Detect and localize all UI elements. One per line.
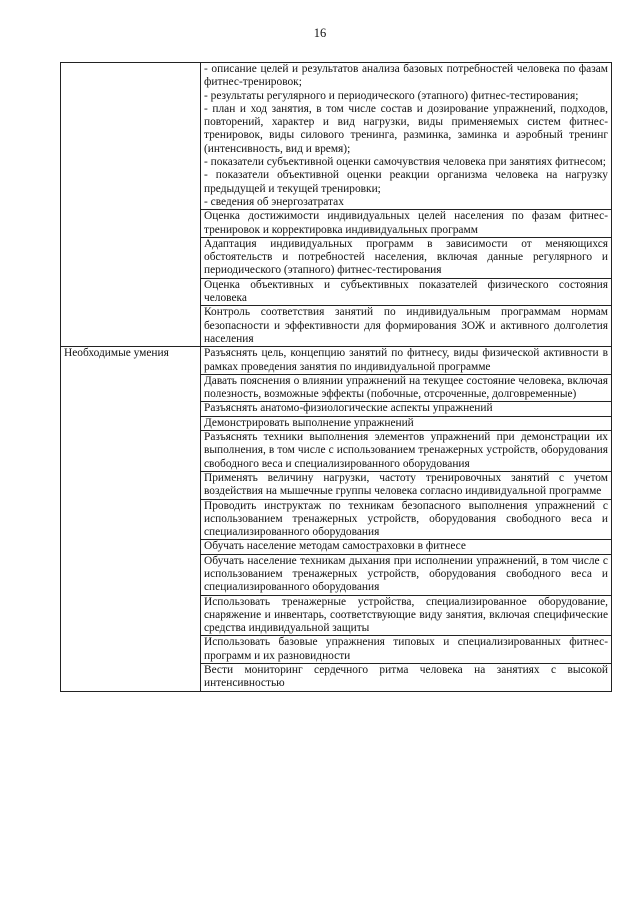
content-cell — [201, 554, 612, 595]
content-cell — [201, 278, 612, 306]
content-line: Разъяснять цель, концепцию занятий по фитнесу, виды физической активности в рамках проведения занятия по индивидуальной программе — [204, 347, 608, 373]
table-row — [61, 63, 612, 210]
content-line: - сведения об энергозатратах — [204, 195, 344, 208]
content-cell — [201, 306, 612, 347]
content-line: Разъяснять анатомо-физиологические аспекты упражнений — [204, 402, 493, 415]
content-line: - план и ход занятия, в том числе состав и дозирование упражнений, подходов, повторений, характер и вид нагрузки, виды применяемых систем фитнес-тренировок, виды силового тренинга, разминка, заминка и аэробный тренинг (интенсивность, вид и время); — [204, 102, 608, 155]
competency-table — [60, 62, 612, 692]
content-cell — [201, 347, 612, 375]
content-cell — [201, 664, 612, 692]
content-cell — [201, 431, 612, 472]
content-line: - описание целей и результатов анализа базовых потребностей человека по фазам фитнес-тренировок; — [204, 63, 608, 89]
content-cell — [201, 210, 612, 238]
content-line: Адаптация индивидуальных программ в зависимости от меняющихся обстоятельств и потребностей населения, включая данные регулярного и периодического (этапного) фитнес-тестирования — [204, 237, 608, 277]
content-line: Вести мониторинг сердечного ритма человека на занятиях с высокой интенсивностью — [204, 664, 608, 690]
page-number: 16 — [313, 26, 327, 40]
table-row — [61, 347, 612, 375]
content-line: Разъяснять техники выполнения элементов упражнений при демонстрации их выполнения, в том числе с использованием тренажерных устройств, оборудования свободного веса и специализированного оборудования — [204, 431, 608, 470]
content-cell — [201, 63, 612, 210]
content-line: Обучать население техникам дыхания при исполнении упражнений, в том числе с использованием тренажерных устройств, оборудования свободного веса и специализированного оборудования — [204, 554, 608, 594]
section-label-cell — [61, 63, 201, 347]
content-line: Применять величину нагрузки, частоту тренировочных занятий с учетом воздействия на мышечные группы человека согласно индивидуальной программе — [204, 471, 608, 498]
content-cell — [201, 595, 612, 636]
content-line: Контроль соответствия занятий по индивидуальным программам нормам безопасности и эффективности для формирования ЗОЖ и активного долголетия населения — [204, 306, 608, 345]
content-line: - показатели субъективной оценки самочувствия человека при занятиях фитнесом; — [204, 156, 606, 169]
content-line: Обучать население методам самостраховки в фитнесе — [204, 540, 466, 553]
content-line: Оценка объективных и субъективных показателей физического состояния человека — [204, 278, 608, 305]
content-line: Использовать тренажерные устройства, специализированное оборудование, снаряжение и инвентарь, соответствующие виду занятия, включая специфические средства индивидуальной защиты — [204, 595, 608, 635]
content-cell — [201, 374, 612, 402]
content-line: Использовать базовые упражнения типовых и специализированных фитнес-программ и их разновидности — [204, 636, 608, 662]
content-line: Давать пояснения о влиянии упражнений на текущее состояние человека, включая полезность, возможные эффекты (побочные, отсроченные, долговременные) — [204, 374, 608, 401]
content-line: Оценка достижимости индивидуальных целей населения по фазам фитнес-тренировок и корректировка индивидуальных программ — [204, 210, 608, 236]
content-cell — [201, 471, 612, 499]
content-cell — [201, 416, 612, 430]
content-cell — [201, 402, 612, 416]
content-line: Демонстрировать выполнение упражнений — [204, 416, 414, 429]
competency-table-body — [61, 63, 612, 692]
content-cell — [201, 237, 612, 278]
content-line: - результаты регулярного и периодического (этапного) фитнес-тестирования; — [204, 89, 579, 102]
content-line: - показатели объективной оценки реакции организма человека на нагрузку предыдущей и текущей тренировки; — [204, 169, 608, 195]
content-cell — [201, 499, 612, 540]
section-label-cell — [61, 347, 201, 691]
content-cell — [201, 540, 612, 554]
section-label: Необходимые умения — [64, 347, 169, 360]
content-line: Проводить инструктаж по техникам безопасного выполнения упражнений с использованием тренажерных устройств, оборудования свободного веса и специализированного оборудования — [204, 499, 608, 539]
content-cell — [201, 636, 612, 664]
